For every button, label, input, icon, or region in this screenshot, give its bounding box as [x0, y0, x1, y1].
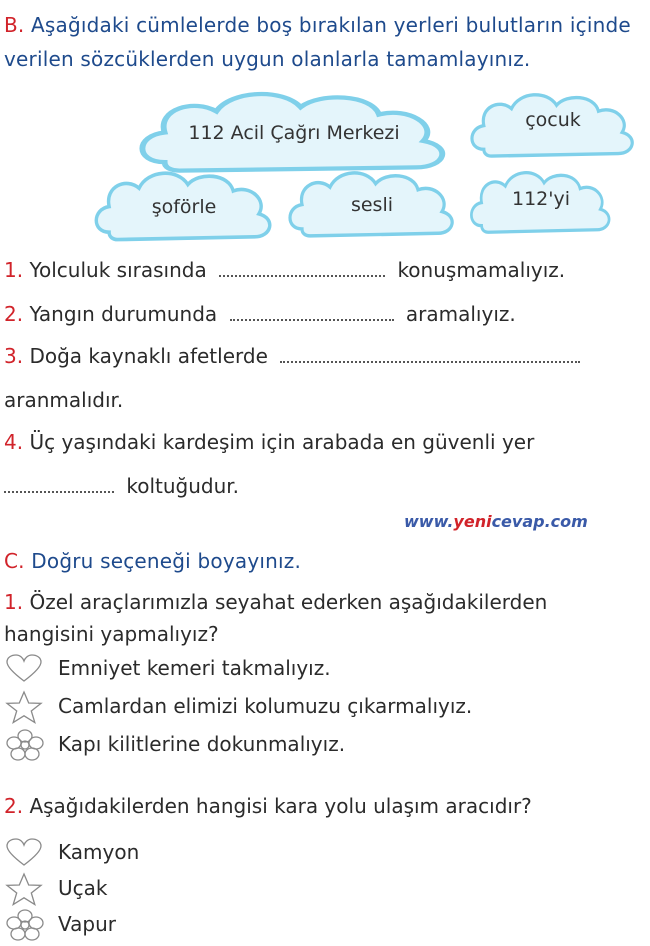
- question-2-text: Aşağıdakilerden hangisi kara yolu ulaşım aracıdır?: [29, 794, 532, 818]
- question-1-number: 1.: [4, 590, 24, 614]
- flower-icon: [4, 729, 46, 761]
- sentence-1-after: konuşmamalıyız.: [397, 258, 566, 282]
- sentence-3-before: Doğa kaynaklı afetlerde: [29, 344, 268, 368]
- cloud-4: [286, 168, 458, 242]
- cloud-word-2: çocuk: [525, 109, 581, 131]
- section-b-instruction-line1: Aşağıdaki cümlelerde boş bırakılan yerleri bulutların içinde: [31, 13, 631, 37]
- section-c-letter: C.: [4, 549, 25, 573]
- cloud-word-1: 112 Acil Çağrı Merkezi: [188, 122, 400, 144]
- watermark-brand-a: yeni: [453, 512, 492, 531]
- blank-1[interactable]: [219, 275, 385, 277]
- q1-option-1-text: Emniyet kemeri takmalıyız.: [58, 656, 331, 680]
- watermark-brand-b: cevap: [491, 512, 545, 531]
- question-2: [4, 794, 532, 818]
- blank-3[interactable]: [280, 361, 580, 363]
- cloud-1: [135, 88, 453, 178]
- sentence-1-number: 1.: [4, 258, 24, 282]
- flower-icon: [4, 909, 46, 941]
- question-2-number: 2.: [4, 794, 24, 818]
- sentence-2-before: Yangın durumunda: [29, 302, 218, 326]
- section-c-instruction: [4, 546, 301, 576]
- question-1-text-line2: hangisini yapmalıyız?: [4, 622, 219, 646]
- q2-option-2-text: Uçak: [58, 876, 108, 900]
- sentence-3: [4, 344, 586, 368]
- sentence-2: [4, 302, 516, 326]
- section-b-instruction-2: [4, 44, 530, 74]
- blank-4[interactable]: [4, 491, 114, 493]
- sentence-3-number: 3.: [4, 344, 24, 368]
- sentence-3-continuation: aranmalıdır.: [4, 388, 124, 412]
- star-icon: [4, 690, 44, 724]
- sentence-4: [4, 430, 534, 454]
- q2-option-3-text: Vapur: [58, 912, 116, 936]
- sentence-1-before: Yolculuk sırasında: [29, 258, 207, 282]
- sentence-4-number: 4.: [4, 430, 24, 454]
- sentence-3-cont: [4, 388, 123, 412]
- sentence-1: [4, 258, 565, 282]
- q1-option-3-text: Kapı kilitlerine dokunmalıyız.: [58, 732, 346, 756]
- heart-icon: [4, 654, 44, 684]
- cloud-2: [468, 90, 638, 162]
- watermark: [404, 512, 588, 531]
- cloud-word-4: sesli: [350, 194, 394, 216]
- star-icon: [4, 872, 44, 906]
- watermark-prefix: www.: [404, 512, 454, 531]
- cloud-word-3: şoförle: [151, 196, 217, 218]
- sentence-2-after: aramalıyız.: [405, 302, 516, 326]
- question-1-cont: [4, 622, 219, 646]
- q2-option-1-text: Kamyon: [58, 840, 140, 864]
- cloud-word-5: 112'yi: [511, 188, 570, 210]
- section-b-instruction: [4, 10, 631, 40]
- sentence-4-continuation: koltuğudur.: [126, 474, 240, 498]
- q1-option-2-text: Camlardan elimizi kolumuzu çıkarmalıyız.: [58, 694, 473, 718]
- sentence-2-number: 2.: [4, 302, 24, 326]
- question-1: [4, 590, 547, 614]
- cloud-5: [468, 168, 614, 238]
- sentence-4-cont: [4, 474, 239, 498]
- heart-icon: [4, 838, 44, 868]
- watermark-suffix: .com: [544, 512, 588, 531]
- blank-2[interactable]: [230, 319, 394, 321]
- section-c-instruction-text: Doğru seçeneği boyayınız.: [31, 549, 302, 573]
- section-b-letter: B.: [4, 13, 25, 37]
- section-b-instruction-line2: verilen sözcüklerden uygun olanlarla tamamlayınız.: [4, 47, 531, 71]
- cloud-3: [92, 168, 276, 246]
- question-1-text-line1: Özel araçlarımızla seyahat ederken aşağıdakilerden: [29, 590, 548, 614]
- sentence-4-before: Üç yaşındaki kardeşim için arabada en güvenli yer: [29, 430, 535, 454]
